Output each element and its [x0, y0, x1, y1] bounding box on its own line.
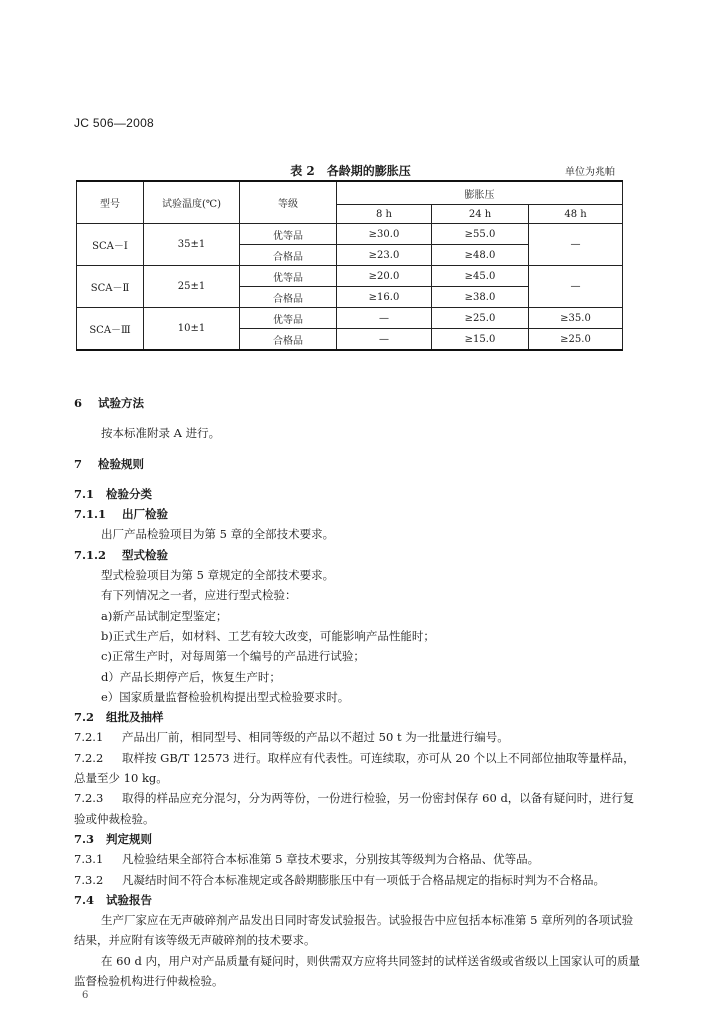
cell-24h: ≥45.0 — [432, 266, 529, 287]
cell-8h: ≥30.0 — [337, 224, 432, 245]
subsection-heading: 7.2 组批及抽样 — [74, 710, 164, 725]
paragraph: 7.2.2 取样按 GB/T 12573 进行。取样应有代表性。可连续取，亦可从 20 个以上不同部位抽取等量样品，总量至少 10 kg。 — [74, 750, 635, 786]
cell-grade: 合格品 — [240, 287, 337, 308]
page-number: 6 — [82, 990, 89, 1001]
header-24h: 24 h — [432, 205, 529, 224]
table-row — [77, 224, 623, 245]
cell-grade: 合格品 — [240, 329, 337, 351]
document-body — [74, 393, 642, 991]
standard-code: JC 506—2008 — [74, 116, 155, 130]
subsection-heading: 7.4 试验报告 — [74, 892, 152, 907]
paragraph: 7.3.2 凡凝结时间不符合本标准规定或各龄期膨胀压中有一项低于合格品规定的指标时判为不合格品。 — [74, 872, 605, 887]
cell-48h: — — [529, 266, 623, 308]
cell-temp: 35±1 — [144, 224, 240, 266]
cell-grade: 优等品 — [240, 224, 337, 245]
list-item: a)新产品试制定型鉴定； — [101, 608, 228, 623]
cell-8h: ≥16.0 — [337, 287, 432, 308]
list-item: b)正式生产后，如材料、工艺有较大改变，可能影响产品性能时； — [101, 628, 435, 643]
cell-8h: — — [337, 329, 432, 351]
cell-8h: ≥20.0 — [337, 266, 432, 287]
subsection-heading: 7.3 判定规则 — [74, 831, 152, 846]
header-8h: 8 h — [337, 205, 432, 224]
header-temp: 试验温度(℃) — [144, 181, 240, 224]
cell-24h: ≥25.0 — [432, 308, 529, 329]
paragraph: 7.2.3 取得的样品应充分混匀，分为两等份，一份进行检验，另一份密封保存 60 d，以备有疑问时，进行复验或仲裁检验。 — [74, 791, 635, 826]
paragraph: 生产厂家应在无声破碎剂产品发出日同时寄发试验报告。试验报告中应包括本标准第 5 章所列的各项试验结果，并应附有该等级无声破碎剂的技术要求。 — [74, 913, 634, 948]
cell-8h: — — [337, 308, 432, 329]
cell-8h: ≥23.0 — [337, 245, 432, 266]
header-pressure: 膨胀压 — [337, 181, 623, 205]
cell-model: SCA－Ⅱ — [77, 266, 144, 308]
table-unit: 单位为兆帕 — [565, 167, 615, 178]
cell-24h: ≥38.0 — [432, 287, 529, 308]
cell-model: SCA－Ⅲ — [77, 308, 144, 351]
subsection-heading: 7.1.1 出厂检验 — [74, 507, 168, 522]
paragraph: 出厂产品检验项目为第 5 章的全部技术要求。 — [101, 527, 335, 542]
expansion-pressure-table — [76, 180, 623, 351]
header-48h: 48 h — [529, 205, 623, 224]
table-title: 表 2 各龄期的膨胀压 — [290, 164, 411, 178]
cell-24h: ≥55.0 — [432, 224, 529, 245]
paragraph: 有下列情况之一者，应进行型式检验： — [101, 588, 297, 603]
subsection-heading: 7.1.2 型式检验 — [74, 547, 168, 562]
cell-24h: ≥15.0 — [432, 329, 529, 351]
subsection-heading: 7.1 检验分类 — [74, 486, 152, 501]
list-item: d）产品长期停产后，恢复生产时； — [101, 669, 281, 684]
paragraph: 7.2.1 产品出厂前，相同型号、相同等级的产品以不超过 50 t 为一批量进行编号。 — [74, 730, 509, 745]
paragraph: 型式检验项目为第 5 章规定的全部技术要求。 — [101, 568, 335, 583]
cell-48h: — — [529, 224, 623, 266]
paragraph: 按本标准附录 A 进行。 — [101, 426, 221, 441]
cell-model: SCA－Ⅰ — [77, 224, 144, 266]
section-heading: 7 检验规则 — [74, 456, 144, 471]
cell-24h: ≥48.0 — [432, 245, 529, 266]
section-heading: 6 试验方法 — [74, 396, 144, 410]
cell-grade: 优等品 — [240, 308, 337, 329]
table-row — [77, 308, 623, 329]
cell-temp: 25±1 — [144, 266, 240, 308]
header-grade: 等级 — [240, 181, 337, 224]
cell-grade: 优等品 — [240, 266, 337, 287]
list-item: e）国家质量监督检验机构提出型式检验要求时。 — [101, 689, 350, 704]
cell-temp: 10±1 — [144, 308, 240, 351]
table-row — [77, 266, 623, 287]
paragraph: 7.3.1 凡检验结果全部符合本标准第 5 章技术要求，分别按其等级判为合格品、优等品。 — [74, 852, 540, 867]
cell-48h: ≥35.0 — [529, 308, 623, 329]
cell-48h: ≥25.0 — [529, 329, 623, 351]
list-item: c)正常生产时，对每周第一个编号的产品进行试验； — [101, 649, 365, 664]
cell-grade: 合格品 — [240, 245, 337, 266]
header-model: 型号 — [77, 181, 144, 224]
paragraph: 在 60 d 内，用户对产品质量有疑问时，则供需双方应将共同签封的试样送省级或省级以上国家认可的质量监督检验机构进行仲裁检验。 — [74, 953, 640, 989]
